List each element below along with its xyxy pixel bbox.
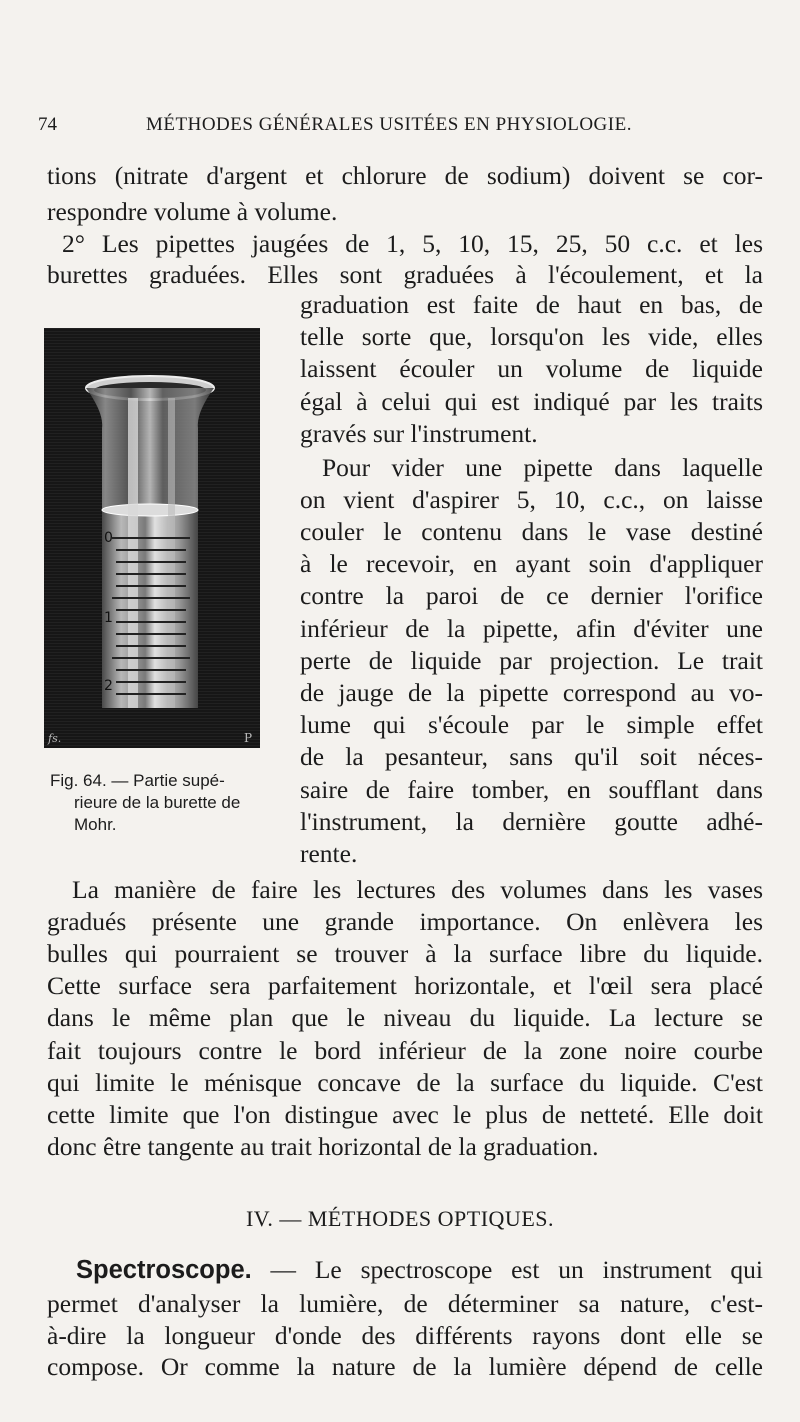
figure-caption-line: Fig. 64. — Partie supé- xyxy=(50,771,225,790)
text-line: telle sorte que, lorsqu'on les vide, elles xyxy=(300,322,763,351)
text-line: gradués présente une grande importance. On enlèvera les xyxy=(47,907,763,936)
text-line: lume qui s'écoule par le simple effet xyxy=(300,710,763,739)
scale-label-0: 0 xyxy=(104,530,113,546)
figure-caption-line: rieure de la burette de xyxy=(74,793,241,812)
text-line: compose. Or comme la nature de la lumière dépend de celle xyxy=(47,1352,763,1381)
scale-label-1: 1 xyxy=(104,610,113,626)
text-line: respondre volume à volume. xyxy=(47,197,338,226)
text-line: on vient d'aspirer 5, 10, c.c., on laisse xyxy=(300,485,763,514)
spectroscope-definition: — Le spectroscope est un instrument qui xyxy=(251,1255,763,1284)
section-number: IV. — xyxy=(245,1206,302,1231)
section-heading xyxy=(0,1206,800,1232)
section-title: MÉTHODES OPTIQUES. xyxy=(307,1206,554,1231)
text-line: saire de faire tomber, en soufflant dans xyxy=(300,775,763,804)
burette-illustration xyxy=(44,328,260,748)
text-line: qui limite le ménisque concave de la surface du liquide. C'est xyxy=(47,1068,763,1097)
text-line: graduation est faite de haut en bas, de xyxy=(300,290,763,319)
running-title: MÉTHODES GÉNÉRALES USITÉES EN PHYSIOLOGIE. xyxy=(146,114,632,135)
text-line: La manière de faire les lectures des volumes dans les vases xyxy=(72,875,763,904)
text-line: perte de liquide par projection. Le trait xyxy=(300,646,763,675)
text-line: donc être tangente au trait horizontal de la graduation. xyxy=(47,1132,599,1161)
text-line: cette limite que l'on distingue avec le plus de netteté. Elle doit xyxy=(47,1100,763,1129)
scale-label-2: 2 xyxy=(104,678,113,694)
burette-drawing xyxy=(44,328,260,748)
text-line: laissent écouler un volume de liquide xyxy=(300,354,763,383)
text-line: couler le contenu dans le vase destiné xyxy=(300,517,763,546)
text-line xyxy=(76,1254,763,1286)
text-line: permet d'analyser la lumière, de déterminer sa nature, c'est- xyxy=(47,1289,763,1318)
text-line: Cette surface sera parfaitement horizontale, et l'œil sera placé xyxy=(47,971,763,1000)
text-line: burettes graduées. Elles sont graduées à l'écoulement, et la xyxy=(47,260,763,289)
text-line: gravés sur l'instrument. xyxy=(300,419,538,448)
text-line: à le recevoir, en ayant soin d'appliquer xyxy=(300,549,763,578)
text-line: tions (nitrate d'argent et chlorure de sodium) doivent se cor- xyxy=(47,161,763,190)
text-line: égal à celui qui est indiqué par les traits xyxy=(300,387,763,416)
spectroscope-term: Spectroscope. xyxy=(76,1256,252,1284)
text-line: inférieur de la pipette, afin d'éviter une xyxy=(300,614,763,643)
text-line: contre la paroi de ce dernier l'orifice xyxy=(300,581,763,610)
text-line: de la pesanteur, sans qu'il soit néces- xyxy=(300,742,763,771)
text-line: dans le même plan que le niveau du liquide. La lecture se xyxy=(47,1003,763,1032)
text-line: de jauge de la pipette correspond au vo- xyxy=(300,678,763,707)
page-header xyxy=(38,114,758,144)
text-line: 2° Les pipettes jaugées de 1, 5, 10, 15, 25, 50 c.c. et les xyxy=(62,229,763,258)
text-line: Pour vider une pipette dans laquelle xyxy=(322,453,763,482)
artist-monogram: P xyxy=(244,731,253,745)
page-number: 74 xyxy=(38,114,57,135)
text-line: l'instrument, la dernière goutte adhé- xyxy=(300,807,763,836)
text-line: à-dire la longueur d'onde des différents rayons dont elle se xyxy=(47,1321,763,1350)
text-line: rente. xyxy=(300,839,358,868)
engraver-signature: fs. xyxy=(48,732,62,745)
text-line: bulles qui pourraient se trouver à la surface libre du liquide. xyxy=(47,939,763,968)
figure-caption-line: Mohr. xyxy=(74,815,117,834)
text-line: fait toujours contre le bord inférieur de la zone noire courbe xyxy=(47,1036,763,1065)
